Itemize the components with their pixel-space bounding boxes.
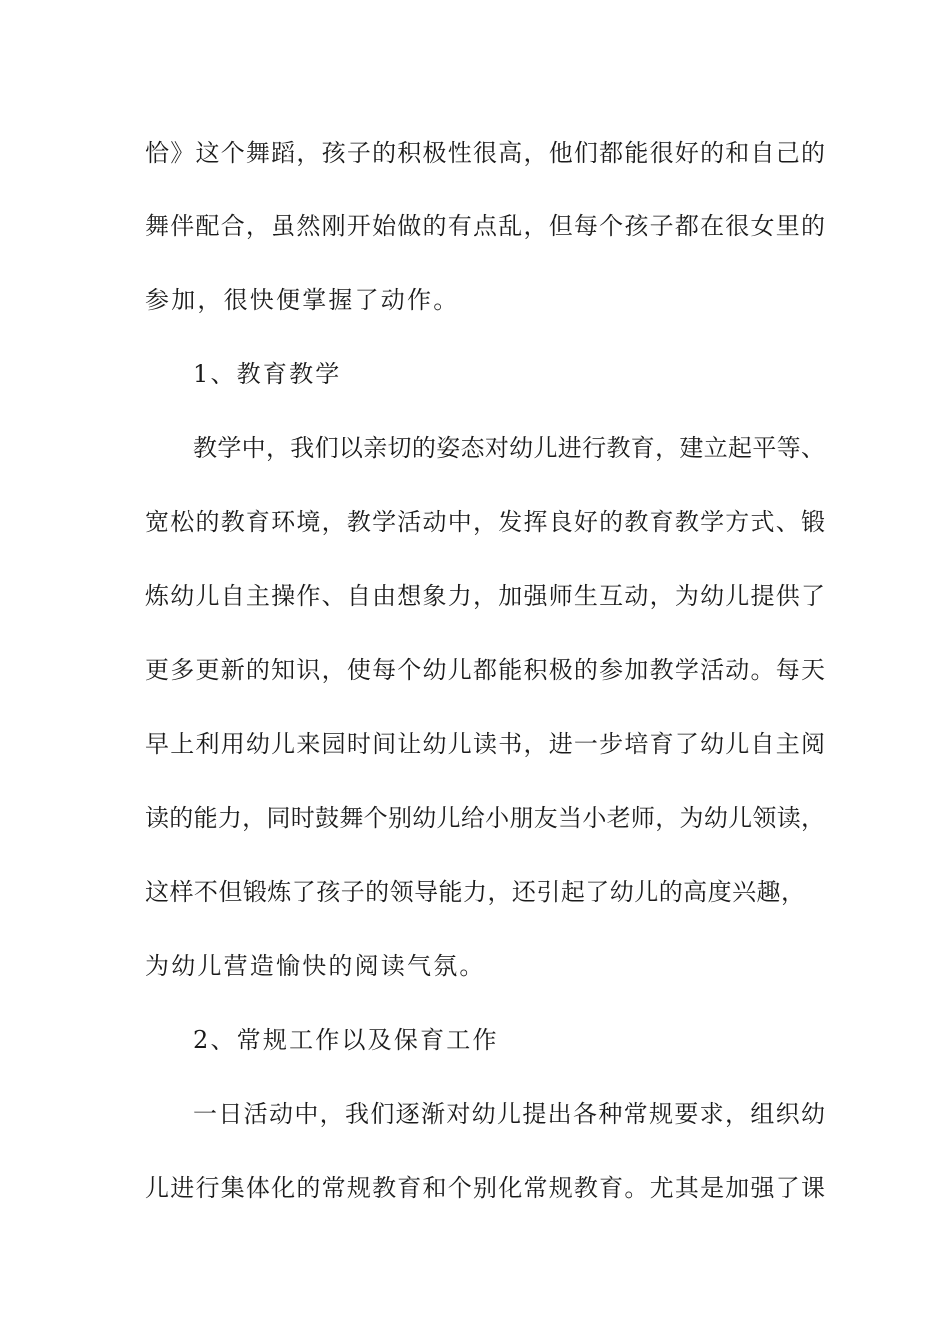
paragraph-line: 教学中，我们以亲切的姿态对幼儿进行教育，建立起平等、	[193, 434, 825, 462]
paragraph-line: 这样不但锻炼了孩子的领导能力，还引起了幼儿的高度兴趣，	[145, 878, 805, 906]
paragraph-line: 一日活动中，我们逐渐对幼儿提出各种常规要求，组织幼	[193, 1100, 825, 1128]
paragraph-line: 早上利用幼儿来园时间让幼儿读书，进一步培育了幼儿自主阅	[145, 730, 825, 758]
paragraph-line: 宽松的教育环境，教学活动中，发挥良好的教育教学方式、锻	[145, 508, 825, 536]
paragraph-line: 恰》这个舞蹈，孩子的积极性很高，他们都能很好的和自己的	[145, 139, 825, 167]
paragraph-line: 为幼儿营造愉快的阅读气氛。	[145, 952, 486, 980]
paragraph-line: 儿进行集体化的常规教育和个别化常规教育。尤其是加强了课	[145, 1174, 825, 1202]
paragraph-line: 参加，很快便掌握了动作。	[145, 286, 460, 314]
paragraph-line: 更多更新的知识，使每个幼儿都能积极的参加教学活动。每天	[145, 656, 825, 684]
section-heading: 2、常规工作以及保育工作	[193, 1026, 499, 1054]
section-heading: 1、教育教学	[193, 360, 342, 388]
paragraph-line: 炼幼儿自主操作、自由想象力，加强师生互动，为幼儿提供了	[145, 582, 825, 610]
paragraph-line: 舞伴配合，虽然刚开始做的有点乱，但每个孩子都在很女里的	[145, 212, 825, 240]
paragraph-line: 读的能力，同时鼓舞个别幼儿给小朋友当小老师，为幼儿领读，	[145, 804, 825, 832]
